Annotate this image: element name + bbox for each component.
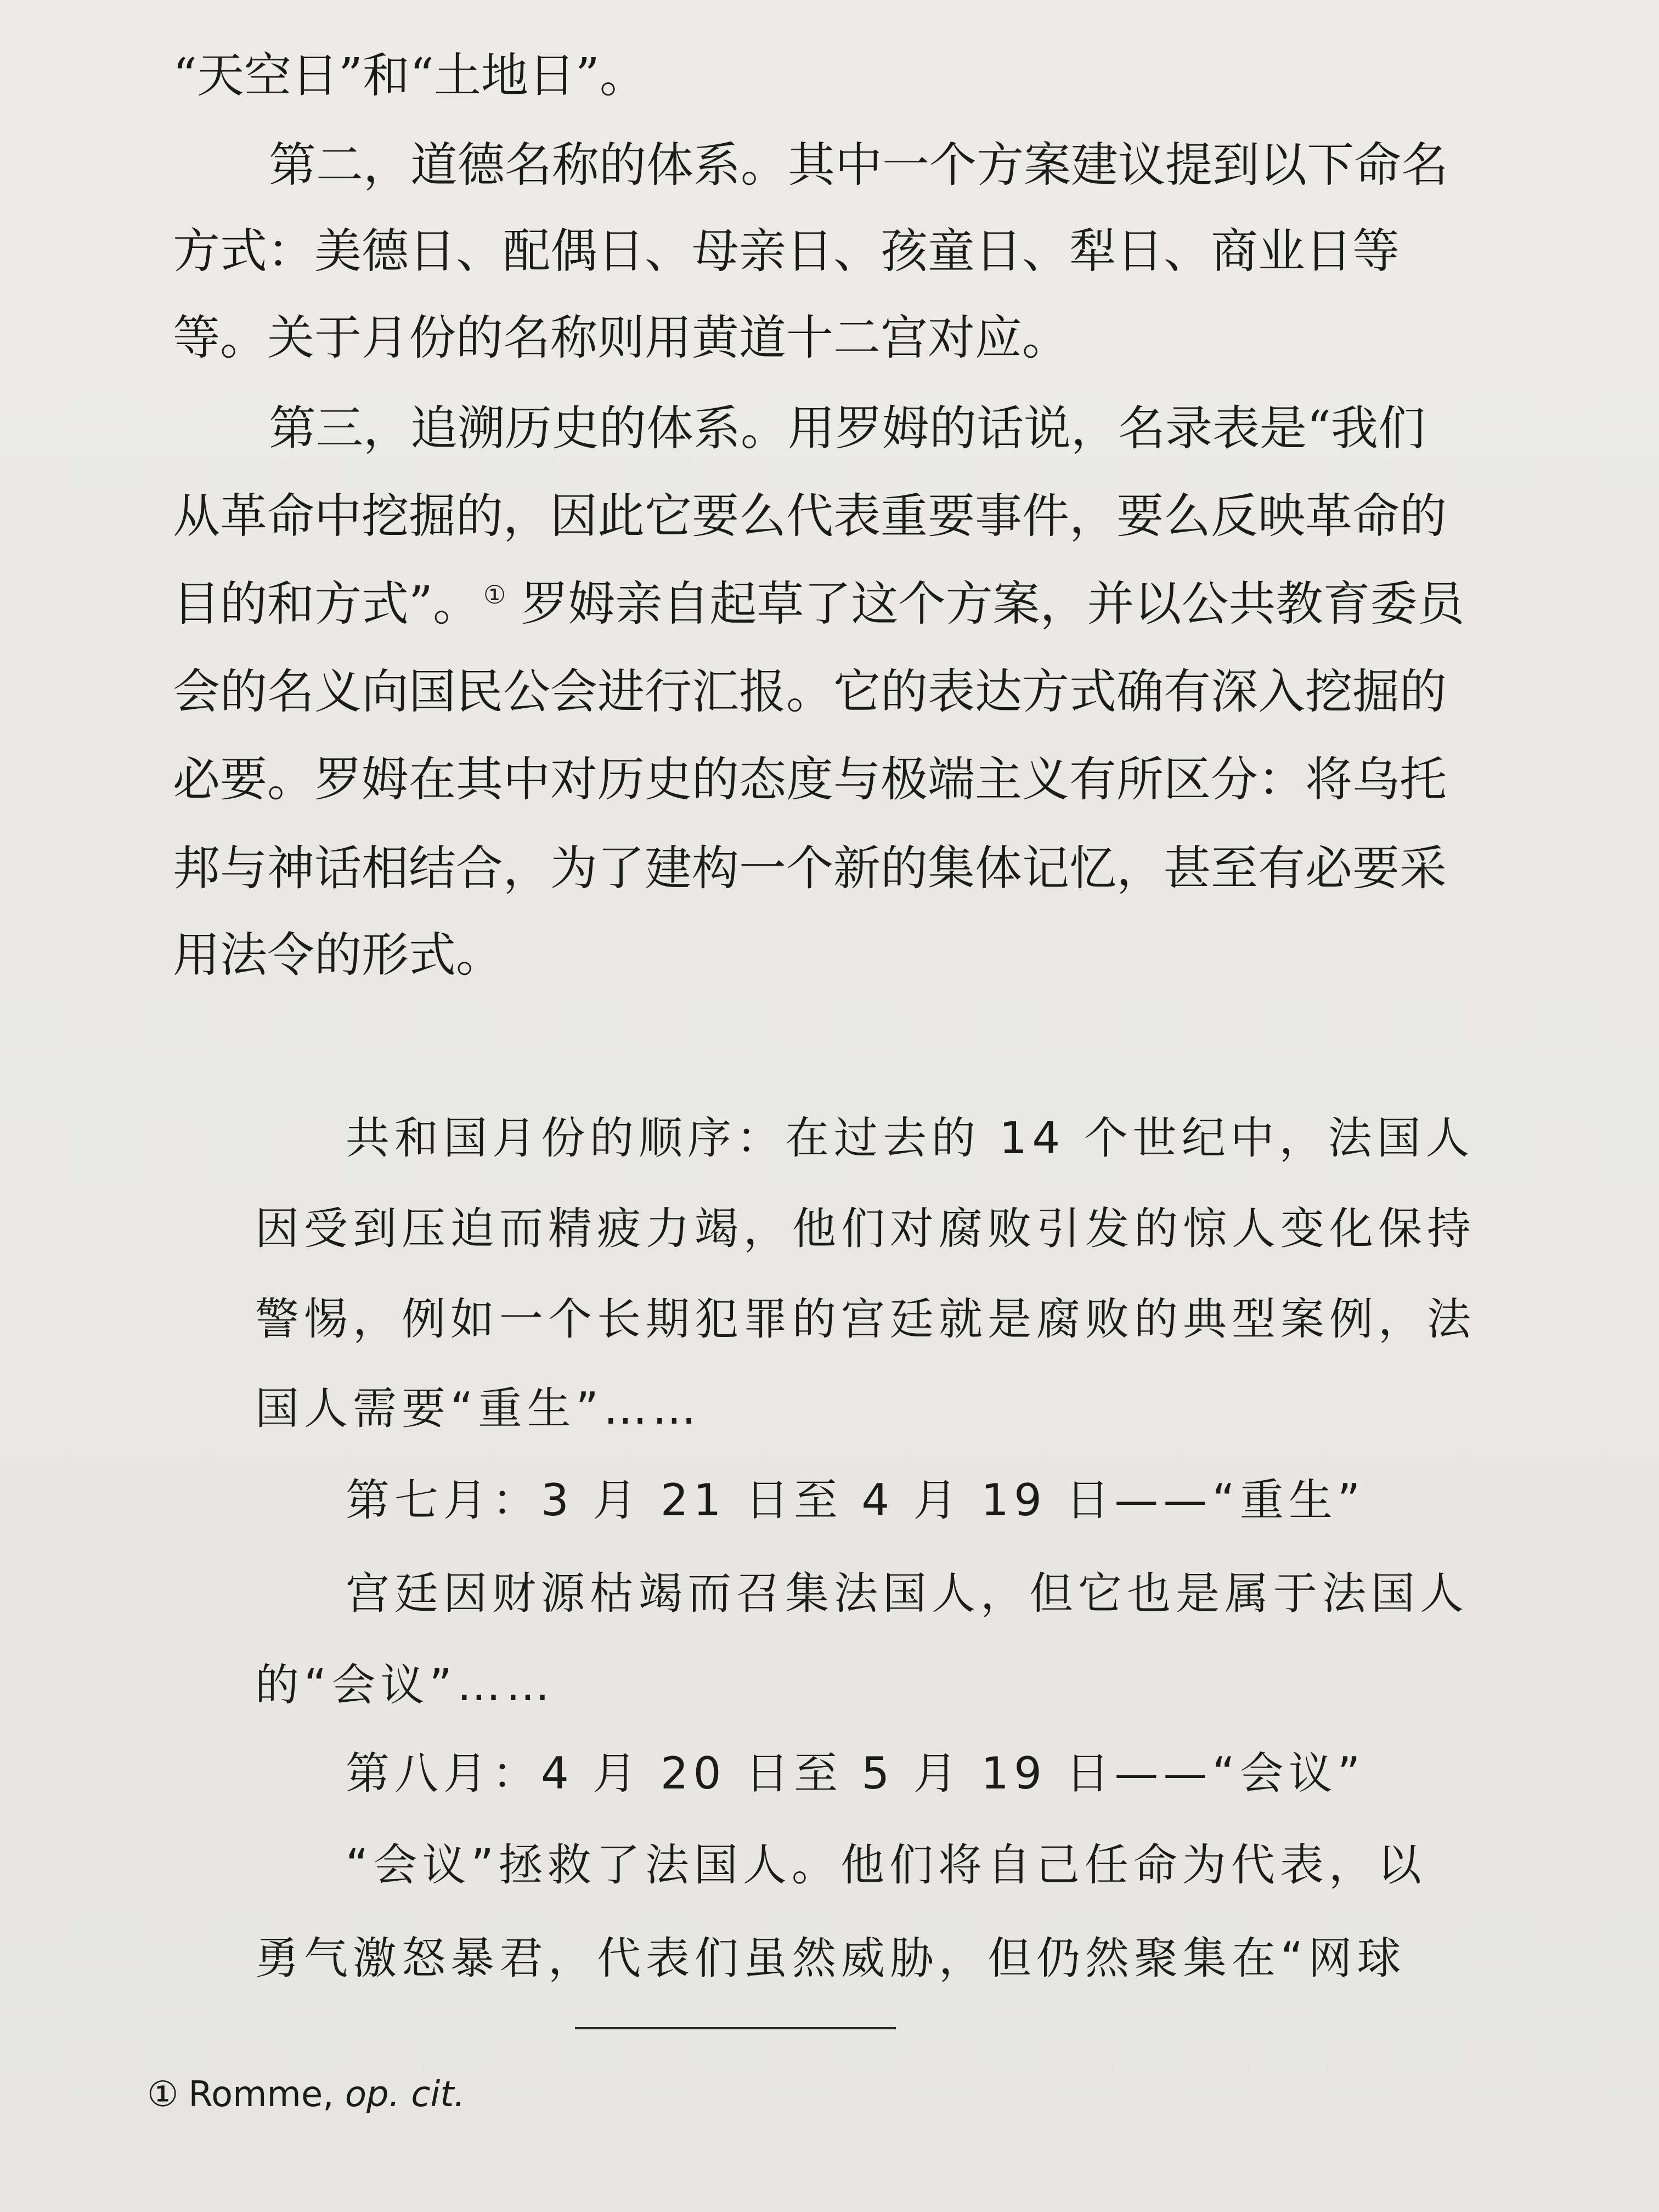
footnote-divider (575, 2027, 896, 2029)
text-line-6: 从革命中挖掘的，因此它要么代表重要事件，要么反映革命的 (173, 489, 1447, 544)
quote-line-4: 国人需要“重生”…… (255, 1383, 701, 1434)
footnote-author: Romme, (188, 2074, 334, 2115)
footnote (147, 2074, 465, 2115)
quote-line-1: 共和国月份的顺序：在过去的 14 个世纪中，法国人 (346, 1113, 1475, 1164)
footnote-citation: op. cit. (345, 2074, 465, 2115)
text-line-7 (173, 577, 1465, 631)
text-line-4: 等。关于月份的名称则用黄道十二宫对应。 (173, 311, 1069, 365)
footnote-ref: ① (483, 580, 506, 610)
quote-line-8: 第八月：4 月 20 日至 5 月 19 日——“会议” (346, 1748, 1365, 1799)
text-line-5: 第三，追溯历史的体系。用罗姆的话说，名录表是“我们 (269, 401, 1425, 456)
quote-line-5: 第七月：3 月 21 日至 4 月 19 日——“重生” (346, 1475, 1365, 1526)
text-line-3: 方式：美德日、配偶日、母亲日、孩童日、犁日、商业日等 (173, 224, 1400, 279)
quote-line-10: 勇气激怒暴君，代表们虽然威胁，但仍然聚集在“网球 (255, 1933, 1406, 1984)
text-line-10: 邦与神话相结合，为了建构一个新的集体记忆，甚至有必要采 (173, 841, 1447, 896)
text-line-7-end: 罗姆亲自起草了这个方案，并以公共教育委员 (521, 577, 1465, 631)
text-line-11: 用法令的形式。 (173, 928, 503, 983)
quote-line-6: 宫廷因财源枯竭而召集法国人，但它也是属于法国人 (346, 1568, 1469, 1619)
quote-line-2: 因受到压迫而精疲力竭，他们对腐败引发的惊人变化保持 (255, 1203, 1476, 1254)
text-line-2: 第二，道德名称的体系。其中一个方案建议提到以下命名 (269, 138, 1448, 193)
quote-line-7: 的“会议”…… (255, 1660, 555, 1711)
text-line-9: 必要。罗姆在其中对历史的态度与极端主义有所区分：将乌托 (173, 752, 1447, 807)
text-line-8: 会的名义向国民公会进行汇报。它的表达方式确有深入挖掘的 (173, 664, 1447, 719)
quote-line-3: 警惕，例如一个长期犯罪的宫廷就是腐败的典型案例，法 (255, 1294, 1476, 1345)
quote-line-9: “会议”拯救了法国人。他们将自己任命为代表，以 (346, 1839, 1426, 1891)
text-line-1: “天空日”和“土地日”。 (173, 48, 647, 103)
footnote-marker: ① (147, 2074, 179, 2115)
text-line-7-start: 目的和方式”。 (173, 577, 480, 631)
